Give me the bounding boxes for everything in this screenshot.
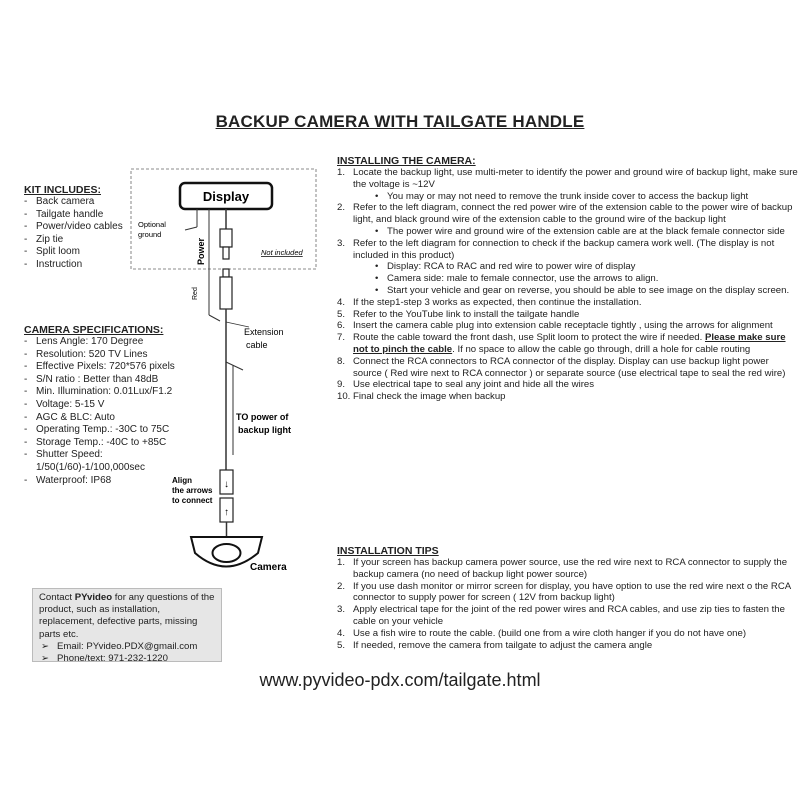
contact-email: ➢ Email: PYvideo.PDX@gmail.com bbox=[41, 640, 198, 652]
list-item: - Tailgate handle bbox=[24, 209, 139, 222]
list-item: - Split loom bbox=[24, 246, 139, 259]
list-item: - Zip tie bbox=[24, 234, 139, 247]
list-item: 9. Use electrical tape to seal any joint and hide all the wires bbox=[337, 379, 595, 391]
list-item: 4. If the step1-step 3 works as expected, then continue the installation. bbox=[337, 296, 642, 308]
contact-text: Contact PYvideo for any questions of the product, such as installation, replacement, defective parts, missing parts etc. bbox=[39, 592, 215, 640]
list-item: 5. Refer to the YouTube link to install the tailgate handle bbox=[337, 308, 580, 320]
rca-connector-top bbox=[220, 229, 232, 247]
brand-name: PYvideo bbox=[74, 592, 113, 603]
kit-section bbox=[24, 184, 139, 272]
list-item: 5. If needed, remove the camera from tailgate to adjust the camera angle bbox=[337, 639, 653, 651]
list-item: • Camera side: male to female connector, use the arrows to align. bbox=[375, 273, 799, 285]
camera-lens bbox=[213, 544, 241, 562]
tips-section bbox=[337, 545, 799, 651]
align-label-1: Align bbox=[172, 476, 192, 485]
list-item: • Start your vehicle and gear on reverse, you should be able to see image on the display screen. bbox=[375, 285, 799, 297]
list-item: - S/N ratio : Better than 48dB bbox=[24, 374, 199, 387]
website-url: www.pyvideo-pdx.com/tailgate.html bbox=[259, 670, 541, 690]
list-item: - AGC & BLC: Auto bbox=[24, 412, 199, 425]
rca-pin-top bbox=[223, 247, 229, 259]
power-label: Power bbox=[196, 237, 206, 265]
list-item: 2. Refer to the left diagram, connect the red power wire of the extension cable to the power wire of backup light, and black ground wire of the extension cable to the ground wire of the backup light • The power wire and ground wire of the extension cable are at the black female connector side bbox=[337, 202, 799, 237]
rca-pin-bottom bbox=[223, 269, 229, 277]
list-item: - Voltage: 5-15 V bbox=[24, 399, 199, 412]
arrow-bullet-icon: ➢ bbox=[41, 640, 50, 652]
red-wire-label: Red bbox=[192, 287, 199, 300]
list-item: 3. Apply electrical tape for the joint of the red power wires and RCA cables, and use zip ties to fasten the cable on your vehicle bbox=[337, 604, 785, 627]
kit-heading: KIT INCLUDES: bbox=[24, 184, 101, 196]
camera-label: Camera bbox=[250, 562, 287, 573]
align-label-2: the arrows bbox=[172, 486, 213, 495]
red-wire-join bbox=[209, 315, 220, 321]
page-title: BACKUP CAMERA WITH TAILGATE HANDLE bbox=[215, 112, 585, 131]
arrow-up-icon: ↑ bbox=[224, 507, 229, 518]
list-item: 1. Locate the backup light, use multi-meter to identify the power and ground wire of backup light, make sure the voltage is ~12V • You may or may not need to remove the trunk inside cover to access the backup light bbox=[337, 167, 799, 202]
install-steps bbox=[337, 167, 799, 403]
display-label: Display bbox=[202, 189, 250, 204]
list-item: 7. Route the cable toward the front dash, use Split loom to protect the wire if needed. Please make sure not to pinch the cable. If no space to allow the cable go through, drill a hole for cable routing bbox=[337, 332, 786, 355]
list-item: • Display: RCA to RAC and red wire to power wire of display bbox=[375, 261, 799, 273]
arrow-bullet-icon: ➢ bbox=[41, 653, 50, 665]
contact-box bbox=[32, 588, 222, 665]
list-item: • You may or may not need to remove the trunk inside cover to access the backup light bbox=[375, 191, 799, 203]
list-item: - Operating Temp.: -30C to 75C bbox=[24, 424, 199, 437]
list-item: - Resolution: 520 TV Lines bbox=[24, 349, 199, 362]
list-item: - Power/video cables bbox=[24, 221, 139, 234]
extension-label-1: Extension bbox=[244, 327, 284, 337]
list-item: - Storage Temp.: -40C to +85C bbox=[24, 437, 199, 450]
optional-ground-label-2: ground bbox=[138, 230, 162, 239]
list-item: 1. If your screen has backup camera power source, use the red wire next to RCA connector to supply the backup camera (no need of backup light power source) bbox=[337, 557, 788, 580]
kit-list bbox=[24, 196, 139, 272]
list-item: 3. Refer to the left diagram for connection to check if the backup camera work well. (The display is not included in this product) • Display: RCA to RAC and red wire to power wire of display • Camera side: male to female connector, use the arrows to align. • Start your vehicle and gear on reverse, you should be able to see image on the display screen. bbox=[337, 238, 799, 297]
list-item: - Min. Illumination: 0.01Lux/F1.2 bbox=[24, 386, 199, 399]
not-included-label: Not included bbox=[261, 248, 303, 257]
list-item: 2. If you use dash monitor or mirror screen for display, you have option to use the red wire next o the RCA connector to supply power for screen ( 12V from backup light) bbox=[337, 580, 791, 604]
list-item: - Waterproof: IP68 bbox=[24, 475, 199, 488]
list-item: • The power wire and ground wire of the extension cable are at the black female connector side bbox=[375, 226, 799, 238]
install-section bbox=[337, 155, 799, 403]
optional-ground-label-1: Optional bbox=[138, 220, 166, 229]
arrow-down-icon: ↓ bbox=[224, 479, 229, 490]
tips-list bbox=[337, 557, 799, 651]
backup-power-wire bbox=[226, 362, 243, 370]
list-item: 10. Final check the image when backup bbox=[337, 391, 506, 403]
list-item: - Instruction bbox=[24, 259, 139, 272]
ground-wire-tip bbox=[185, 227, 197, 230]
list-item: 6. Insert the camera cable plug into extension cable receptacle tightly , using the arrows for alignment bbox=[337, 320, 773, 332]
tips-heading: INSTALLATION TIPS bbox=[337, 545, 439, 557]
pinch-warning: Please make sure not to pinch the cable bbox=[353, 332, 786, 355]
list-item: - Effective Pixels: 720*576 pixels bbox=[24, 361, 199, 374]
to-power-label-1: TO power of bbox=[236, 412, 289, 422]
list-item: 8. Connect the RCA connectors to RCA connector of the display. Display can use backup light power source ( Red wire next to RCA connector ) or separate source (use electrical tape to seal the red wire) bbox=[337, 355, 786, 379]
install-heading: INSTALLING THE CAMERA: bbox=[337, 155, 476, 167]
contact-phone: ➢ Phone/text: 971-232-1220 bbox=[41, 653, 168, 665]
to-power-label-2: backup light bbox=[238, 425, 292, 435]
list-item: - Back camera bbox=[24, 196, 139, 209]
rca-connector-bottom bbox=[220, 277, 232, 309]
list-item: 4. Use a fish wire to route the cable. (build one from a wire cloth hanger if you do not have one) bbox=[337, 627, 747, 639]
align-label-3: to connect bbox=[172, 496, 213, 505]
wiring-diagram bbox=[125, 165, 335, 585]
list-item: - Lens Angle: 170 Degree bbox=[24, 336, 199, 349]
list-item: - Shutter Speed: 1/50(1/60)-1/100,000sec bbox=[24, 449, 161, 474]
extension-label-2: cable bbox=[246, 340, 268, 350]
specs-heading: CAMERA SPECIFICATIONS: bbox=[24, 324, 164, 336]
